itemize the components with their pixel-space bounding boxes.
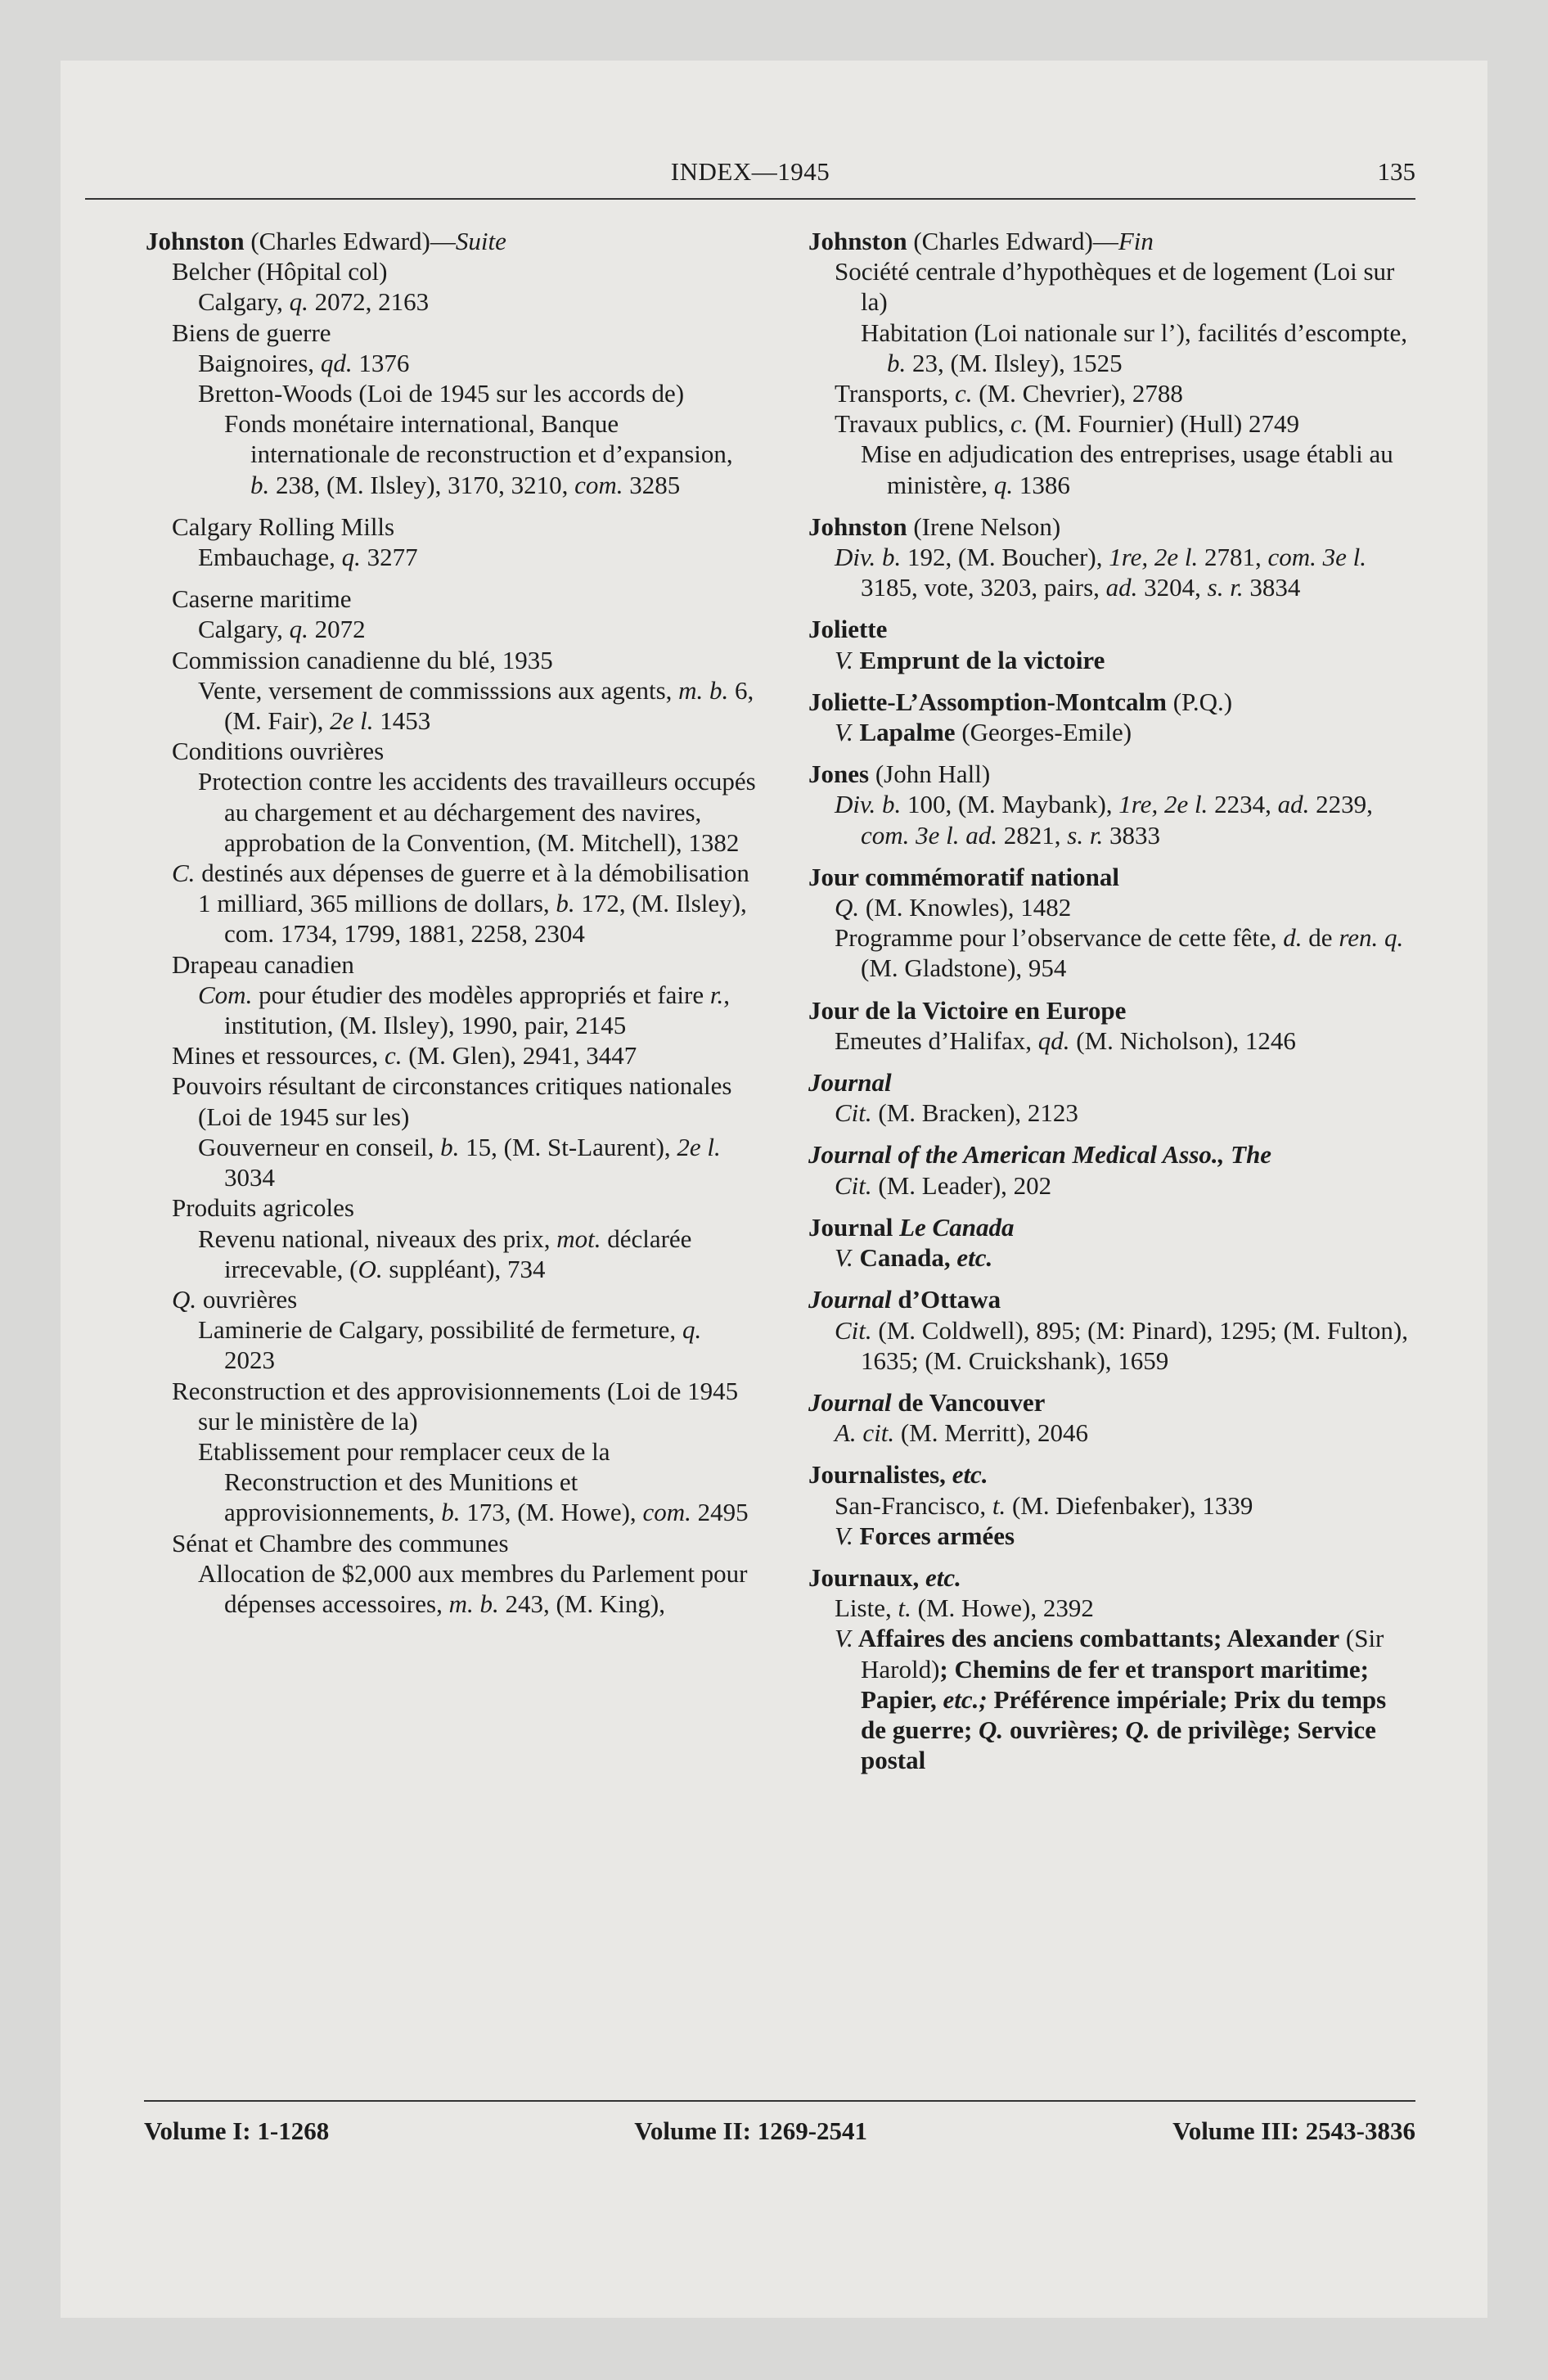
sub-entry: C. destinés aux dépenses de guerre et à la démobilisation	[172, 859, 749, 888]
index-entry	[808, 687, 1415, 747]
volume-2-range: Volume II: 1269-2541	[634, 2116, 868, 2145]
index-entry	[808, 1139, 1415, 1200]
see-reference: V. Lapalme (Georges-Emile)	[835, 718, 1132, 747]
sub-entry: Programme pour l’observance de cette fête, d. de ren. q. (M. Gladstone), 954	[835, 923, 1404, 983]
sub-entry: Travaux publics, c. (M. Fournier) (Hull) 2749	[835, 409, 1299, 439]
page-number: 135	[1377, 157, 1415, 186]
entry-heading: Journal of the American Medical Asso., The	[808, 1140, 1272, 1170]
index-entry	[808, 1067, 1415, 1128]
sub-entry: Revenu national, niveaux des prix, mot. déclarée irrecevable, (O. suppléant), 734	[198, 1224, 692, 1283]
sub-entry: Com. pour étudier des modèles appropriés et faire r., institution, (M. Ilsley), 1990, pair, 2145	[198, 980, 730, 1040]
sub-entry: Biens de guerre	[172, 318, 331, 347]
sub-entry: A. cit. (M. Merritt), 2046	[835, 1418, 1088, 1448]
index-entry	[808, 862, 1415, 984]
index-entry	[808, 1387, 1415, 1448]
sub-entry: Cit. (M. Bracken), 2123	[835, 1098, 1078, 1128]
entry-heading: Journal de Vancouver	[808, 1387, 1046, 1417]
sub-entry: Caserne maritime	[172, 584, 352, 614]
sub-entry: Baignoires, qd. 1376	[198, 348, 410, 377]
sub-entry: Etablissement pour remplacer ceux de la Reconstruction et des Munitions et approvisionnements, b. 173, (M. Howe), com. 2495	[198, 1436, 749, 1527]
entry-heading: Journal Le Canada	[808, 1212, 1015, 1242]
index-entry	[808, 512, 1415, 603]
entry-heading: Joliette	[808, 615, 888, 644]
entry-heading: Journal d’Ottawa	[808, 1285, 1001, 1314]
sub-entry: Mise en adjudication des entreprises, usage établi au ministère, q. 1386	[861, 439, 1393, 499]
sub-entry: Conditions ouvrières	[172, 737, 385, 766]
index-entry	[808, 614, 1415, 674]
sub-entry: Cit. (M. Leader), 202	[835, 1170, 1052, 1200]
index-entry	[808, 1284, 1415, 1376]
index-entry	[808, 1562, 1415, 1775]
index-entry	[808, 1459, 1415, 1551]
sub-entry: Drapeau canadien	[172, 949, 354, 979]
index-entry	[146, 226, 758, 1619]
sub-entry: Protection contre les accidents des travailleurs occupés au chargement et au déchargement des navires, approbation de la Convention, (M. Mitchell), 1382	[198, 767, 756, 857]
sub-entry: Reconstruction et des approvisionnements (Loi de 1945 sur le ministère de la)	[172, 1376, 739, 1436]
sub-entry: Laminerie de Calgary, possibilité de fermeture, q. 2023	[198, 1315, 702, 1375]
sub-entry: Q. ouvrières	[172, 1284, 298, 1314]
index-entry	[808, 226, 1415, 500]
sub-entry: Calgary Rolling Mills	[172, 512, 395, 541]
sub-entry: Commission canadienne du blé, 1935	[172, 645, 553, 674]
entry-heading: Joliette-L’Assomption-Montcalm (P.Q.)	[808, 687, 1233, 716]
volume-footer	[144, 2100, 1415, 2146]
sub-entry: Liste, t. (M. Howe), 2392	[835, 1593, 1094, 1623]
sub-entry: Gouverneur en conseil, b. 15, (M. St-Laurent), 2e l. 3034	[198, 1132, 721, 1192]
sub-entry: Embauchage, q. 3277	[198, 543, 418, 572]
sub-entry: Sénat et Chambre des communes	[172, 1528, 509, 1557]
index-entry	[808, 1212, 1415, 1273]
sub-entry: Div. b. 100, (M. Maybank), 1re, 2e l. 2234, ad. 2239, com. 3e l. ad. 2821, s. r. 3833	[835, 790, 1373, 850]
sub-entry: Bretton-Woods (Loi de 1945 sur les accords de)	[198, 379, 685, 408]
sub-entry: Habitation (Loi nationale sur l’), facilités d’escompte, b. 23, (M. Ilsley), 1525	[861, 318, 1407, 377]
sub-entry: Div. b. 192, (M. Boucher), 1re, 2e l. 2781, com. 3e l. 3185, vote, 3203, pairs, ad. 3204, s. r. 3834	[835, 543, 1367, 602]
index-entry	[808, 995, 1415, 1056]
index-entry	[808, 759, 1415, 850]
see-reference: V. Emprunt de la victoire	[835, 645, 1105, 674]
sub-entry: Produits agricoles	[172, 1193, 354, 1223]
left-column	[146, 226, 758, 1630]
entry-heading: Journal	[808, 1068, 892, 1098]
sub-entry: Belcher (Hôpital col)	[172, 257, 388, 286]
sub-entry: Société centrale d’hypothèques et de logement (Loi sur la)	[835, 257, 1395, 317]
sub-entry: Q. (M. Knowles), 1482	[835, 893, 1072, 922]
sub-entry: Vente, versement de commisssions aux agents, m. b. 6, (M. Fair), 2e l. 1453	[198, 675, 754, 736]
see-reference: V. Canada, etc.	[835, 1243, 993, 1273]
sub-entry: Transports, c. (M. Chevrier), 2788	[835, 379, 1183, 408]
sub-entry: Mines et ressources, c. (M. Glen), 2941, 3447	[172, 1041, 637, 1071]
entry-heading: Johnston (Charles Edward)—Suite	[146, 227, 506, 255]
entry-heading: Jones (John Hall)	[808, 760, 991, 789]
sub-entry: 1 milliard, 365 millions de dollars, b. 172, (M. Ilsley), com. 1734, 1799, 1881, 2258, 2304	[198, 889, 747, 949]
entry-heading: Johnston (Irene Nelson)	[808, 512, 1061, 541]
entry-heading: Journalistes, etc.	[808, 1460, 988, 1490]
see-reference: V. Affaires des anciens combattants; Alexander (Sir Harold); Chemins de fer et transport maritime; Papier, etc.; Préférence impériale; Prix du temps de guerre; Q. ouvrières; Q. de privilège; Service postal	[835, 1624, 1387, 1775]
entry-heading: Journaux, etc.	[808, 1562, 961, 1592]
sub-entry: Pouvoirs résultant de circonstances critiques nationales (Loi de 1945 sur les)	[172, 1071, 732, 1131]
see-reference: V. Forces armées	[835, 1521, 1015, 1550]
entry-heading: Johnston (Charles Edward)—Fin	[808, 227, 1154, 255]
page-header	[85, 157, 1415, 200]
page-title: INDEX—1945	[670, 157, 830, 186]
sub-entry: Calgary, q. 2072, 2163	[198, 287, 430, 317]
entry-heading: Jour commémoratif national	[808, 862, 1119, 891]
sub-entry: Fonds monétaire international, Banque internationale de reconstruction et d’expansion, b. 238, (M. Ilsley), 3170, 3210, com. 3285	[224, 409, 733, 499]
volume-3-range: Volume III: 2543-3836	[1172, 2116, 1415, 2145]
entry-heading: Jour de la Victoire en Europe	[808, 995, 1127, 1025]
sub-entry: Cit. (M. Coldwell), 895; (M: Pinard), 1295; (M. Fulton), 1635; (M. Cruickshank), 1659	[835, 1315, 1408, 1375]
volume-1-range: Volume I: 1-1268	[144, 2116, 330, 2145]
sub-entry: Emeutes d’Halifax, qd. (M. Nicholson), 1246	[835, 1025, 1296, 1055]
sub-entry: Calgary, q. 2072	[198, 615, 366, 644]
right-column	[808, 226, 1415, 1787]
sub-entry: San-Francisco, t. (M. Diefenbaker), 1339	[835, 1490, 1253, 1520]
sub-entry: Allocation de $2,000 aux membres du Parlement pour dépenses accessoires, m. b. 243, (M. King),	[198, 1558, 748, 1618]
